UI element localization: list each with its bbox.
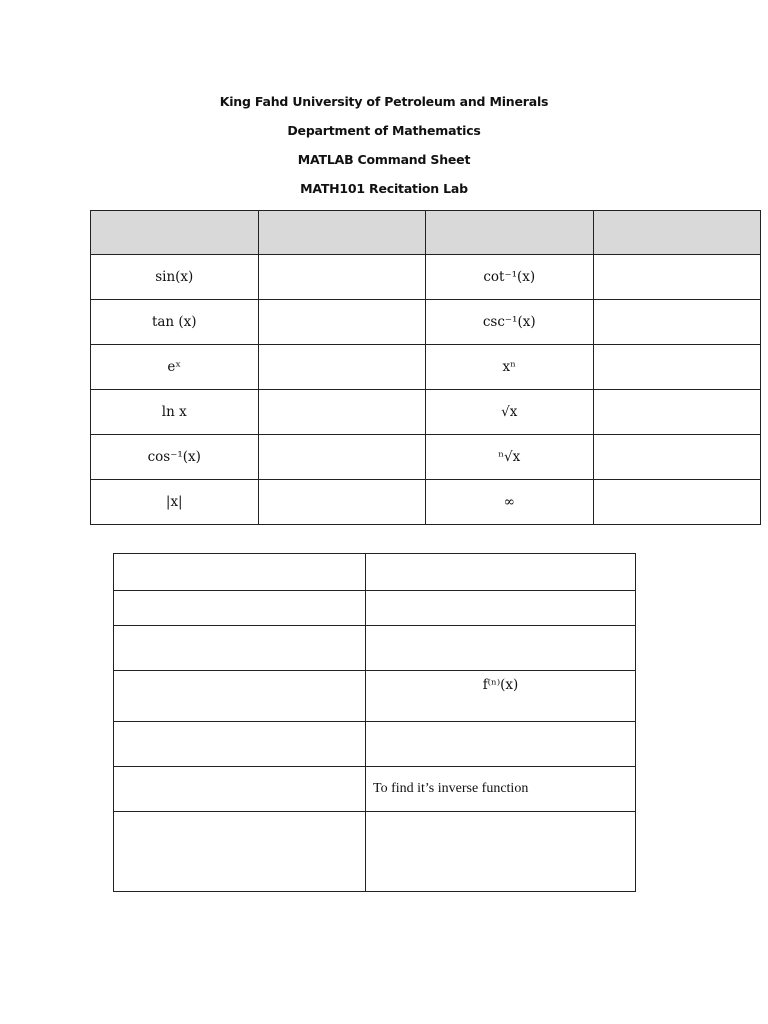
table-row: [114, 554, 636, 591]
command-cell: [258, 345, 426, 390]
table-row: [114, 671, 636, 722]
table-row: [91, 300, 761, 345]
table-header-row: [91, 211, 761, 255]
university-name: King Fahd University of Petroleum and Minerals: [219, 94, 549, 109]
command-cell: [258, 255, 426, 300]
command-description-table: [113, 553, 636, 892]
function-cell: eˣ: [91, 345, 259, 390]
course-title: MATH101 Recitation Lab: [300, 181, 468, 196]
function-cell: sin(x): [91, 255, 259, 300]
command-cell: [258, 390, 426, 435]
function-cell: |x|: [91, 480, 259, 525]
function-command-table: [90, 210, 761, 525]
table-row: [91, 480, 761, 525]
function-cell: xⁿ: [426, 345, 594, 390]
table-row: [114, 722, 636, 767]
command-cell: [114, 554, 366, 591]
function-cell: √x: [426, 390, 594, 435]
command-cell: [258, 435, 426, 480]
command-cell: [593, 345, 761, 390]
command-cell: [114, 767, 366, 812]
command-cell: [114, 626, 366, 671]
document-header: [0, 91, 768, 207]
description-cell: [366, 591, 636, 626]
description-cell: [366, 722, 636, 767]
command-cell: [593, 435, 761, 480]
table-row: [91, 345, 761, 390]
command-cell: [114, 812, 366, 892]
function-cell: ∞: [426, 480, 594, 525]
header-cell: [91, 211, 259, 255]
command-cell: [114, 722, 366, 767]
command-cell: [114, 591, 366, 626]
description-cell: [366, 812, 636, 892]
function-cell: csc⁻¹(x): [426, 300, 594, 345]
command-cell: [593, 390, 761, 435]
command-cell: [258, 480, 426, 525]
table-row: [91, 435, 761, 480]
table-row: [91, 255, 761, 300]
sheet-title: MATLAB Command Sheet: [297, 152, 471, 167]
description-cell: [366, 554, 636, 591]
header-cell: [258, 211, 426, 255]
description-cell: To find it’s inverse function: [366, 767, 636, 812]
command-cell: [593, 255, 761, 300]
function-cell: ln x: [91, 390, 259, 435]
command-cell: [258, 300, 426, 345]
table-row: [114, 767, 636, 812]
table-row: [114, 626, 636, 671]
header-cell: [593, 211, 761, 255]
function-cell: cot⁻¹(x): [426, 255, 594, 300]
command-cell: [593, 480, 761, 525]
command-cell: [593, 300, 761, 345]
function-cell: tan (x): [91, 300, 259, 345]
department-name: Department of Mathematics: [287, 123, 481, 138]
table-row: [114, 591, 636, 626]
description-cell: [366, 626, 636, 671]
function-cell: ⁿ√x: [426, 435, 594, 480]
table-row: [114, 812, 636, 892]
table-row: [91, 390, 761, 435]
description-cell: f⁽ⁿ⁾(x): [366, 671, 636, 722]
command-cell: [114, 671, 366, 722]
function-cell: cos⁻¹(x): [91, 435, 259, 480]
header-cell: [426, 211, 594, 255]
